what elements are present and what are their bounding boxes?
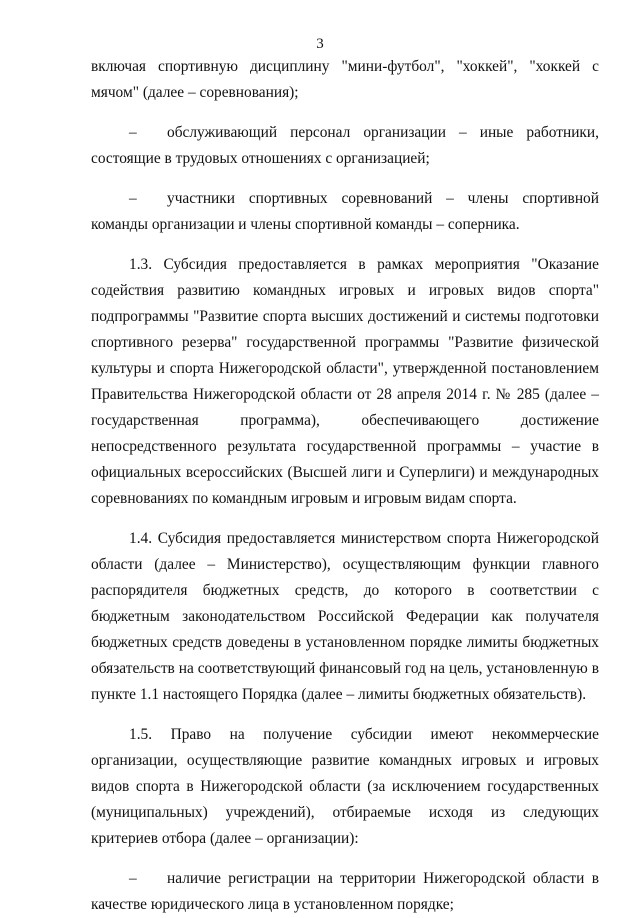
list-item-staff: [91, 120, 599, 172]
list-dash: –: [129, 124, 137, 141]
list-dash: –: [129, 870, 137, 887]
paragraph-1-5: 1.5. Право на получение субсидии имеют некоммерческие организации, осуществляющие развитие командных игровых и игровых видов спорта в Нижегородской области (за исключением государственных (муниципальных) учреждений), отбираемые исходя из следующих критериев отбора (далее – организации):: [91, 726, 599, 847]
list-item-registration: [91, 866, 599, 918]
page-number: 3: [316, 36, 324, 52]
list-item-text: обслуживающий персонал организации – иные работники, состоящие в трудовых отношениях с организацией;: [91, 124, 599, 167]
paragraph-1-3: 1.3. Субсидия предоставляется в рамках мероприятия "Оказание содействия развитию командных игровых и игровых видов спорта" подпрограммы "Развитие спорта высших достижений и системы подготовки спортивного резерва" государственной программы "Развитие физической культуры и спорта Нижегородской области", утвержденной постановлением Правительства Нижегородской области от 28 апреля 2014 г. № 285 (далее – государственная программа), обеспечивающего достижение непосредственного результата государственной программы – участие в официальных всероссийских (Высшей лиги и Суперлиги) и международных соревнованиях по командным игровым и игровым видам спорта.: [91, 256, 599, 507]
document-body: [91, 54, 599, 918]
list-dash: –: [129, 190, 137, 207]
list-item-participants: [91, 186, 599, 238]
list-item-text: наличие регистрации на территории Нижегородской области в качестве юридического лица в установленном порядке;: [91, 870, 599, 913]
paragraph-continuation: включая спортивную дисциплину "мини-футбол", "хоккей", "хоккей с мячом" (далее – соревнования);: [91, 58, 599, 101]
paragraph-1-4: 1.4. Субсидия предоставляется министерством спорта Нижегородской области (далее – Министерство), осуществляющим функции главного распорядителя бюджетных средств, до которого в соответствии с бюджетным законодательством Российской Федерации как получателя бюджетных средств доведены в установленном порядке лимиты бюджетных обязательств на соответствующий финансовый год на цель, установленную в пункте 1.1 настоящего Порядка (далее – лимиты бюджетных обязательств).: [91, 530, 599, 703]
list-item-text: участники спортивных соревнований – члены спортивной команды организации и члены спортивной команды – соперника.: [91, 190, 599, 233]
